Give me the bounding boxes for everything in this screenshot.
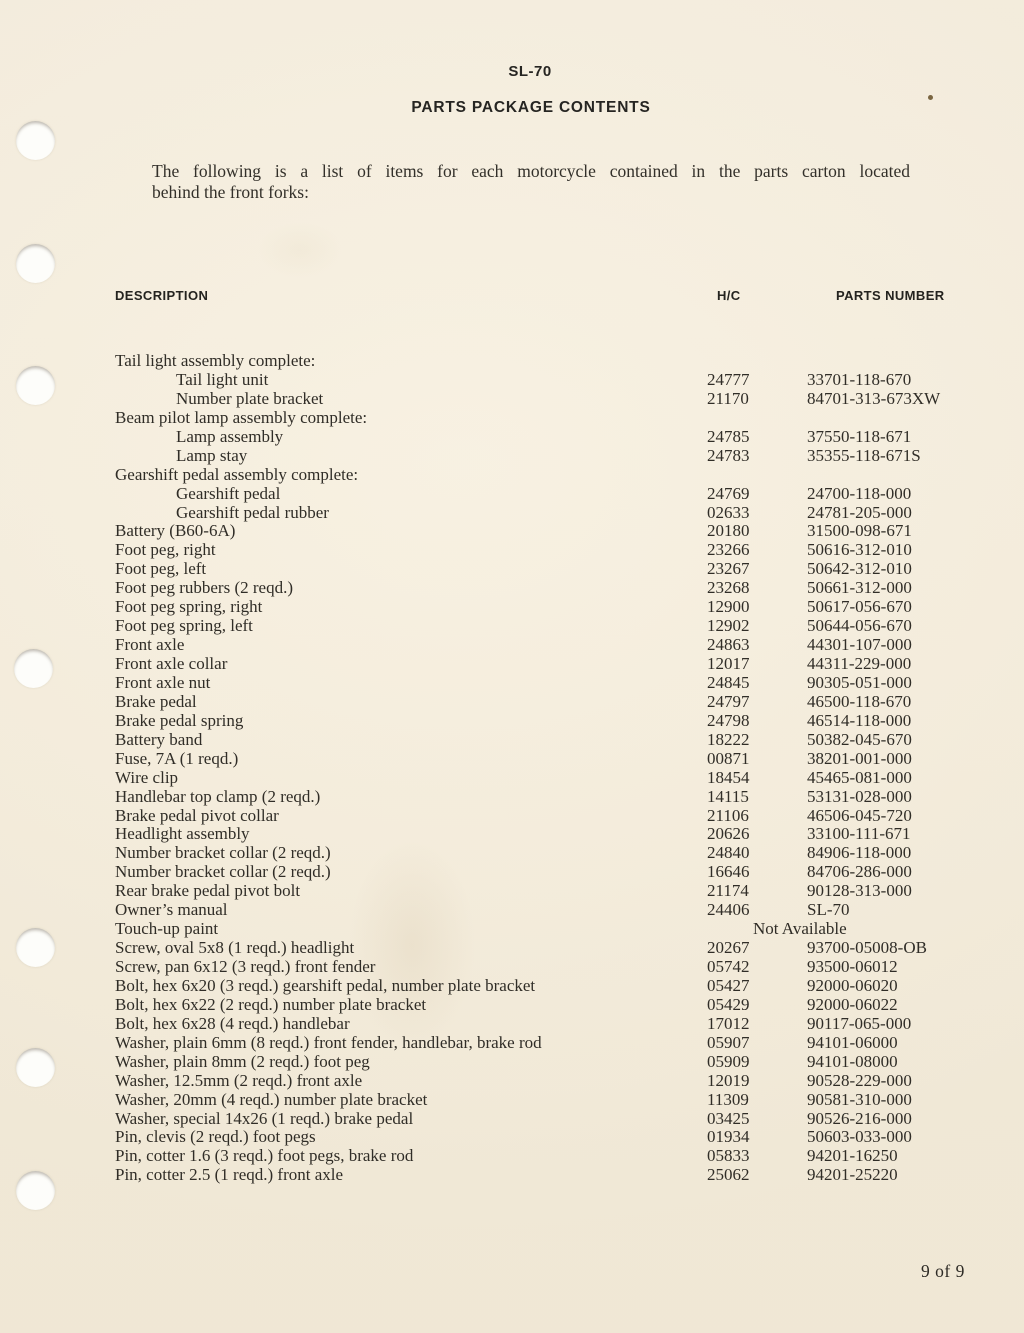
description-cell: Foot peg spring, right — [115, 597, 263, 617]
description-cell: Foot peg, left — [115, 559, 207, 579]
description-cell: Gearshift pedal — [176, 483, 281, 503]
part-number-cell: 84706-286-000 — [807, 862, 912, 882]
part-number-cell: 37550-118-671 — [807, 426, 912, 446]
table-row — [0, 541, 1010, 560]
hc-cell: 18454 — [707, 767, 750, 787]
description-cell: Pin, cotter 1.6 (3 reqd.) foot pegs, brake rod — [115, 1146, 414, 1166]
table-row — [0, 560, 1010, 579]
description-cell: Foot peg rubbers (2 reqd.) — [115, 578, 293, 598]
part-number-cell: 84701-313-673XW — [807, 388, 941, 408]
description-cell: Owner’s manual — [115, 900, 228, 920]
description-cell: Bolt, hex 6x28 (4 reqd.) handlebar — [115, 1013, 350, 1033]
table-row — [0, 1110, 1010, 1129]
table-row — [0, 485, 1010, 504]
hc-cell: 05909 — [707, 1051, 750, 1071]
description-cell: Handlebar top clamp (2 reqd.) — [115, 786, 321, 806]
table-row — [0, 390, 1010, 409]
hc-cell: 25062 — [707, 1165, 750, 1185]
hc-cell: 20267 — [707, 938, 750, 958]
hc-cell: 20626 — [707, 824, 750, 844]
table-row — [0, 447, 1010, 466]
hc-cell: 24797 — [707, 691, 750, 711]
description-cell: Wire clip — [115, 767, 179, 787]
part-number-cell: 93700-05008-OB — [807, 938, 927, 958]
description-cell: Gearshift pedal assembly complete: — [115, 464, 359, 484]
part-number-cell: 94101-08000 — [807, 1051, 898, 1071]
hc-cell: 23266 — [707, 540, 750, 560]
description-cell: Brake pedal pivot collar — [115, 805, 279, 825]
description-cell: Bolt, hex 6x22 (2 reqd.) number plate bracket — [115, 994, 427, 1014]
punch-hole — [16, 121, 55, 160]
table-row — [0, 466, 1010, 485]
part-number-cell: 35355-118-671S — [807, 445, 921, 465]
description-cell: Front axle — [115, 635, 185, 655]
description-cell: Touch-up paint — [115, 919, 219, 939]
table-row — [0, 958, 1010, 977]
part-number-cell: 50603-033-000 — [807, 1127, 912, 1147]
part-number-cell: 53131-028-000 — [807, 786, 912, 806]
description-cell: Number plate bracket — [176, 388, 324, 408]
part-number-cell: 94201-25220 — [807, 1165, 898, 1185]
part-number-cell: 33701-118-670 — [807, 369, 912, 389]
intro-line-2: behind the front forks: — [152, 182, 309, 202]
hc-cell: 24785 — [707, 426, 750, 446]
description-cell: Washer, plain 8mm (2 reqd.) foot peg — [115, 1051, 370, 1071]
hc-cell: 23267 — [707, 559, 750, 579]
hc-cell: 24845 — [707, 672, 750, 692]
hc-cell: 23268 — [707, 578, 750, 598]
hc-cell: 24777 — [707, 369, 750, 389]
hc-cell: 18222 — [707, 729, 750, 749]
part-number-cell: 45465-081-000 — [807, 767, 912, 787]
description-cell: Foot peg spring, left — [115, 616, 253, 636]
description-cell: Tail light assembly complete: — [115, 351, 316, 370]
table-row — [0, 1128, 1010, 1147]
part-number-cell: 31500-098-671 — [807, 521, 912, 541]
part-number-cell: 90117-065-000 — [807, 1013, 912, 1033]
description-cell: Beam pilot lamp assembly complete: — [115, 407, 368, 427]
table-row — [0, 428, 1010, 447]
table-row — [0, 731, 1010, 750]
model-title: SL-70 — [508, 63, 552, 80]
column-header-parts-number: PARTS NUMBER — [836, 288, 945, 303]
part-number-cell: 24781-205-000 — [807, 502, 912, 522]
column-header-description: DESCRIPTION — [115, 288, 209, 303]
description-cell: Front axle collar — [115, 654, 228, 673]
table-row — [0, 598, 1010, 617]
hc-cell: 24840 — [707, 843, 750, 863]
hc-cell: 16646 — [707, 862, 750, 882]
hc-cell: 12017 — [707, 654, 750, 673]
description-cell: Lamp stay — [176, 445, 248, 465]
hc-cell: 05427 — [707, 975, 750, 995]
table-row — [0, 504, 1010, 523]
table-row — [0, 655, 1010, 674]
page-number: 9 of 9 — [921, 1261, 965, 1281]
hc-cell: 24769 — [707, 483, 750, 503]
table-row — [0, 920, 1010, 939]
part-number-cell: SL-70 — [807, 900, 850, 920]
hc-cell: 24783 — [707, 445, 750, 465]
part-number-cell: 90581-310-000 — [807, 1089, 912, 1109]
table-row — [0, 579, 1010, 598]
table-row — [0, 1072, 1010, 1091]
table-row — [0, 522, 1010, 541]
description-cell: Foot peg, right — [115, 540, 216, 560]
part-number-cell: 92000-06022 — [807, 994, 898, 1014]
part-number-cell: 92000-06020 — [807, 975, 898, 995]
table-row — [0, 977, 1010, 996]
description-cell: Brake pedal — [115, 691, 197, 711]
description-cell: Battery band — [115, 729, 203, 749]
hc-cell: 05742 — [707, 957, 750, 976]
parts-table — [0, 352, 1010, 1185]
hc-cell: 24406 — [707, 900, 750, 920]
part-number-cell: 50616-312-010 — [807, 540, 912, 560]
hc-cell: 03425 — [707, 1108, 750, 1128]
description-cell: Washer, 12.5mm (2 reqd.) front axle — [115, 1070, 363, 1090]
part-number-cell: 93500-06012 — [807, 957, 898, 976]
hc-cell: 20180 — [707, 521, 750, 541]
hc-cell: 05833 — [707, 1146, 750, 1166]
table-row — [0, 844, 1010, 863]
hc-cell: 01934 — [707, 1127, 750, 1147]
part-number-cell: 33100-111-671 — [807, 824, 911, 844]
hc-cell: 02633 — [707, 502, 750, 522]
description-cell: Bolt, hex 6x20 (3 reqd.) gearshift pedal, number plate bracket — [115, 975, 536, 995]
table-row — [0, 939, 1010, 958]
part-number-cell: 90128-313-000 — [807, 881, 912, 901]
intro-line-1: The following is a list of items for each motorcycle contained in the parts carton located — [152, 161, 910, 181]
part-number-cell: 94201-16250 — [807, 1146, 898, 1166]
column-header-hc: H/C — [717, 288, 741, 303]
description-cell: Washer, plain 6mm (8 reqd.) front fender, handlebar, brake rod — [115, 1032, 542, 1052]
table-row — [0, 371, 1010, 390]
hc-cell: 00871 — [707, 748, 750, 768]
table-row — [0, 636, 1010, 655]
description-cell: Number bracket collar (2 reqd.) — [115, 862, 331, 882]
hc-cell: 21170 — [707, 388, 749, 408]
hc-cell: 12902 — [707, 616, 750, 636]
description-cell: Front axle nut — [115, 672, 211, 692]
description-cell: Tail light unit — [176, 369, 269, 389]
table-row — [0, 996, 1010, 1015]
hc-cell: 24863 — [707, 635, 750, 655]
table-row — [0, 674, 1010, 693]
table-row — [0, 352, 1010, 371]
part-number-cell: 38201-001-000 — [807, 748, 912, 768]
not-available-note: Not Available — [753, 919, 847, 939]
hc-cell: 21174 — [707, 881, 749, 901]
part-number-cell: 46506-045-720 — [807, 805, 912, 825]
description-cell: Rear brake pedal pivot bolt — [115, 881, 301, 901]
page-title: PARTS PACKAGE CONTENTS — [411, 99, 651, 116]
part-number-cell: 44301-107-000 — [807, 635, 912, 655]
table-row — [0, 617, 1010, 636]
intro-paragraph — [152, 161, 910, 203]
punch-hole — [16, 244, 55, 283]
part-number-cell: 46514-118-000 — [807, 710, 912, 730]
part-number-cell: 50661-312-000 — [807, 578, 912, 598]
part-number-cell: 46500-118-670 — [807, 691, 912, 711]
description-cell: Brake pedal spring — [115, 710, 244, 730]
description-cell: Screw, oval 5x8 (1 reqd.) headlight — [115, 938, 355, 958]
hc-cell: 11309 — [707, 1089, 749, 1109]
table-row — [0, 863, 1010, 882]
table-row — [0, 1147, 1010, 1166]
part-number-cell: 94101-06000 — [807, 1032, 898, 1052]
table-row — [0, 769, 1010, 788]
part-number-cell: 50617-056-670 — [807, 597, 912, 617]
hc-cell: 17012 — [707, 1013, 750, 1033]
table-row — [0, 901, 1010, 920]
hc-cell: 12900 — [707, 597, 750, 617]
table-row — [0, 788, 1010, 807]
part-number-cell: 84906-118-000 — [807, 843, 912, 863]
description-cell: Pin, cotter 2.5 (1 reqd.) front axle — [115, 1165, 344, 1185]
part-number-cell: 90528-229-000 — [807, 1070, 912, 1090]
description-cell: Fuse, 7A (1 reqd.) — [115, 748, 239, 768]
description-cell: Headlight assembly — [115, 824, 250, 844]
description-cell: Lamp assembly — [176, 426, 284, 446]
part-number-cell: 44311-229-000 — [807, 654, 912, 673]
table-row — [0, 1091, 1010, 1110]
description-cell: Washer, 20mm (4 reqd.) number plate bracket — [115, 1089, 428, 1109]
part-number-cell: 50382-045-670 — [807, 729, 912, 749]
table-row — [0, 807, 1010, 826]
part-number-cell: 50642-312-010 — [807, 559, 912, 579]
part-number-cell: 24700-118-000 — [807, 483, 912, 503]
table-row — [0, 882, 1010, 901]
table-row — [0, 1034, 1010, 1053]
table-row — [0, 1053, 1010, 1072]
description-cell: Gearshift pedal rubber — [176, 502, 329, 522]
part-number-cell: 90305-051-000 — [807, 672, 912, 692]
table-row — [0, 750, 1010, 769]
table-row — [0, 409, 1010, 428]
description-cell: Washer, special 14x26 (1 reqd.) brake pedal — [115, 1108, 414, 1128]
description-cell: Battery (B60-6A) — [115, 521, 236, 541]
table-row — [0, 693, 1010, 712]
hc-cell: 14115 — [707, 786, 749, 806]
table-row — [0, 712, 1010, 731]
description-cell: Screw, pan 6x12 (3 reqd.) front fender — [115, 957, 376, 976]
description-cell: Pin, clevis (2 reqd.) foot pegs — [115, 1127, 316, 1147]
description-cell: Number bracket collar (2 reqd.) — [115, 843, 331, 863]
hc-cell: 05429 — [707, 994, 750, 1014]
hc-cell: 12019 — [707, 1070, 750, 1090]
part-number-cell: 50644-056-670 — [807, 616, 912, 636]
table-row — [0, 825, 1010, 844]
table-row — [0, 1166, 1010, 1185]
hc-cell: 24798 — [707, 710, 750, 730]
hc-cell: 21106 — [707, 805, 749, 825]
part-number-cell: 90526-216-000 — [807, 1108, 912, 1128]
table-row — [0, 1015, 1010, 1034]
hc-cell: 05907 — [707, 1032, 750, 1052]
